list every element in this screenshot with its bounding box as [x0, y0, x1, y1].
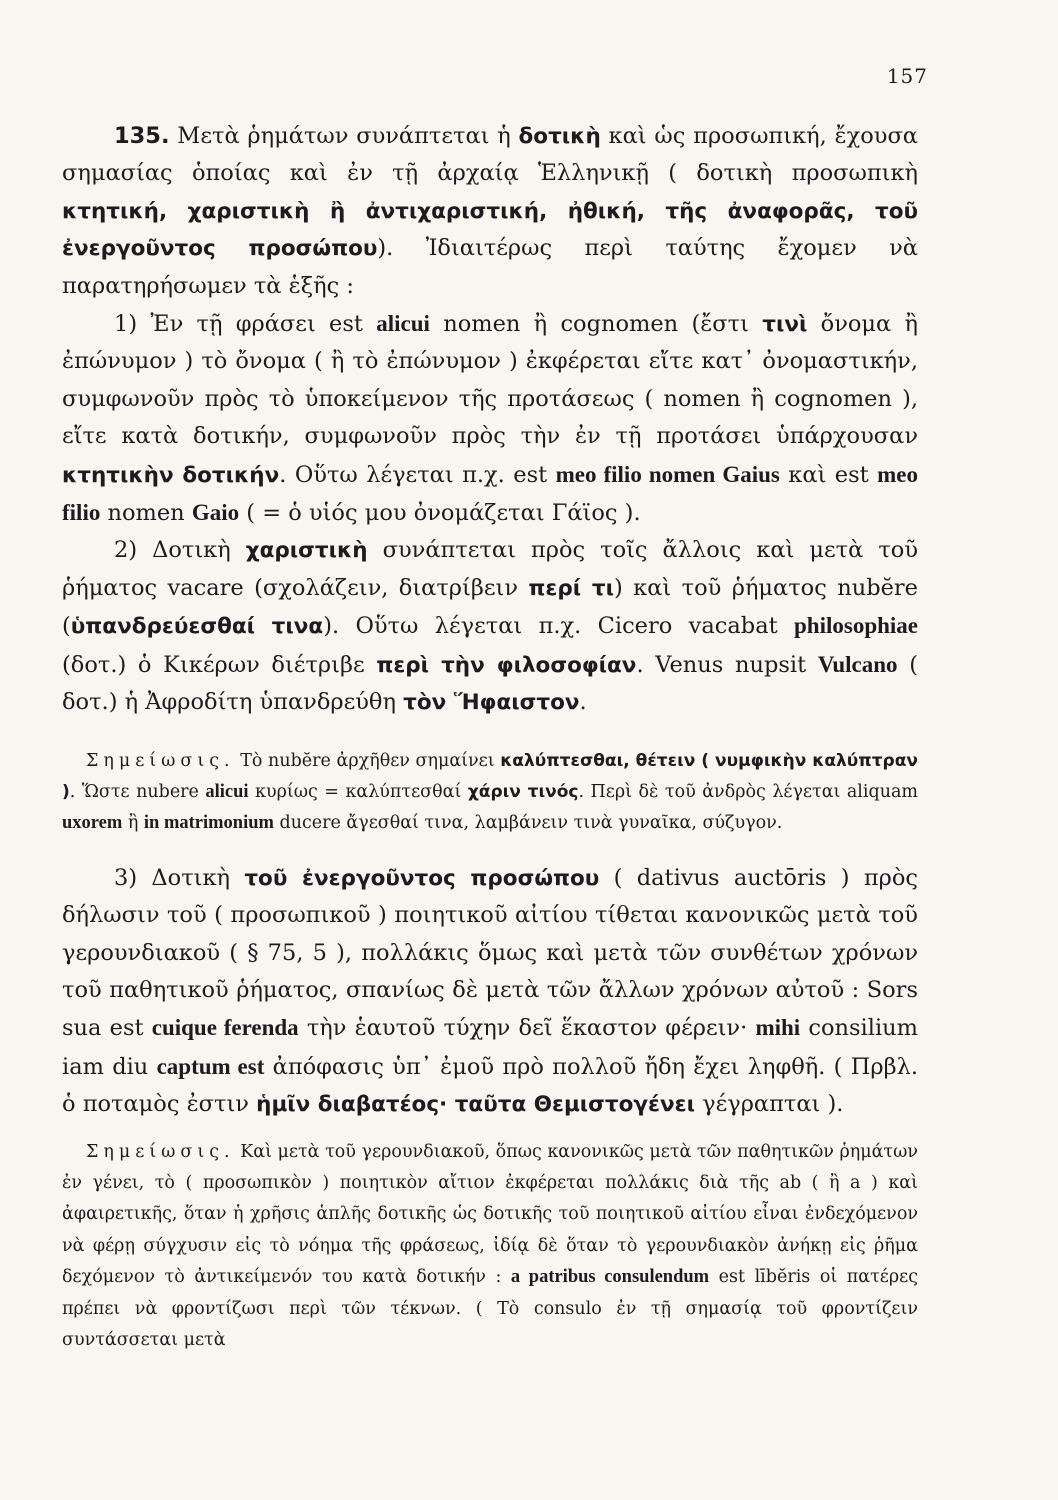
bold-term: ἡμῖν διαβατέος· ταῦτα Θεμιστογένει	[256, 1092, 695, 1118]
text: κυρίως = καλύπτεσθαί	[248, 781, 468, 802]
text: συνάπτεται πρὸς τοῖς ἄλλοις καὶ μετὰ τοῦ ῥήματος vacare (σχολάζειν, διατρίβειν	[62, 537, 918, 601]
text: Μετὰ ῥημάτων συνάπτεται ἡ	[169, 123, 519, 149]
latin-bold: Vulcano	[817, 651, 898, 677]
bold-term: τὸν Ἥφαιστον	[403, 690, 580, 716]
text: ἀπόφασις ὑπ᾽ ἐμοῦ πρὸ πολλοῦ ἤδη ἔχει ληφθῆ. ( Πρβλ. ὁ ποταμὸς ἐστιν	[62, 1053, 918, 1118]
bold-term: τοῦ ἐνεργοῦντος προσώπου	[244, 865, 600, 891]
latin-bold: Gaio	[191, 500, 240, 526]
text: 2) Δοτικὴ	[114, 537, 246, 564]
bold-term: κτητική, χαριστικὴ ἢ ἀντιχαριστική, ἠθική, τῆς ἀναφορᾶς, τοῦ ἐνεργοῦντος προσώπου	[62, 198, 918, 262]
bold-term: κτητικὴν δοτικήν	[62, 462, 280, 488]
text: . Περὶ δὲ τοῦ ἀνδρὸς λέγεται aliquam	[578, 781, 918, 802]
text: ( dativus auctōris ) πρὸς δήλωσιν τοῦ ( προσωπικοῦ ) ποιητικοῦ αἰτίου τίθεται κανονικῶς μετὰ τοῦ γερουνδιακοῦ ( § 75, 5 ), πολλάκις ὅμως καὶ μετὰ τῶν συνθέτων χρόνων τοῦ παθητικοῦ ῥήματος, σπανίως δὲ μετὰ τῶν ἄλλων χρόνων αὐτοῦ : Sors sua est	[62, 864, 918, 1042]
text: ὄνομα ἢ ἐπώνυμον ) τὸ ὄνομα ( ἢ τὸ ἐπώνυμον ) ἐκφέρεται εἴτε κατ᾽ ὀνομαστικήν, συμφωνοῦν πρὸς τὸ ὑποκείμενον τῆς προτάσεως ( nomen ἢ cognomen ), εἴτε κατὰ δοτικήν, συμφωνοῦν πρὸς τὴν ἐν τῇ προτάσει ὑπάρχουσαν	[62, 311, 918, 450]
note-label: Σημείωσις.	[86, 1141, 235, 1162]
latin-bold: uxorem	[62, 813, 123, 834]
bold-term: χαριστικὴ	[245, 538, 368, 564]
bold-term: τινὶ	[762, 312, 808, 338]
text: (δοτ.) ὁ Κικέρων διέτριβε	[62, 651, 377, 678]
text: .	[579, 689, 587, 716]
paragraph-point-2	[62, 532, 918, 721]
note-label: Σημείωσις.	[86, 750, 235, 771]
bold-term: καλύπτεσθαι, θέτειν ( νυμφικὴν καλύπτραν )	[62, 750, 918, 802]
bold-term: δοτικὴ	[518, 124, 601, 149]
text: ἢ	[122, 813, 144, 834]
text: Καὶ μετὰ τοῦ γερουνδιακοῦ, ὅπως κανονικῶς μετὰ τῶν παθητικῶν ῥημάτων ἐν γένει, τὸ ( προσωπικὸν ) ποιητικὸν αἴτιον ἐκφέρεται πολλάκις διὰ τῆς ab ( ἢ a ) καὶ ἀφαιρετικῆς, ὅταν ἡ χρῆσις ἁπλῆς δοτικῆς ὡς δοτικῆς τοῦ ποιητικοῦ αἰτίου εἶναι ἐνδεχόμενον νὰ φέρῃ σύγχυσιν εἰς τὸ νόημα τῆς φράσεως, ἰδίᾳ δὲ ὅταν τὸ γερουνδιακὸν ἀνήκῃ εἰς ῥῆμα δεχόμενον τὸ ἀντικείμενόν του κατὰ δοτικήν :	[62, 1141, 918, 1288]
section-number: 135.	[114, 123, 170, 149]
text: καὶ ὡς προσωπική, ἔχουσα σημασίας ὁποίας καὶ ἐν τῇ ἀρχαίᾳ Ἑλληνικῇ ( δοτικὴ προσωπικὴ	[62, 123, 918, 187]
latin-bold: a patribus consulendum	[510, 1267, 710, 1288]
bold-term: περὶ τὴν φιλοσοφίαν	[376, 652, 637, 678]
text: γέγραπται ).	[694, 1091, 844, 1118]
spacer	[62, 1124, 918, 1137]
latin-bold: philosophiae	[794, 613, 918, 639]
text: καὶ est	[779, 461, 878, 488]
latin-bold: in matrimonium	[143, 813, 274, 834]
bold-term: χάριν τινός	[467, 781, 579, 802]
latin-bold: meo filio nomen Gaius	[555, 461, 780, 487]
spacer	[62, 840, 918, 860]
paragraph-point-1	[62, 305, 918, 532]
text: nomen	[100, 500, 192, 527]
latin-bold: captum est	[156, 1053, 265, 1079]
bold-term: περί τι	[528, 575, 614, 601]
latin-bold: meo filio	[62, 461, 918, 526]
latin-bold: cuique ferenda	[151, 1015, 299, 1041]
text: ( δοτ.) ἡ Ἀφροδίτη ὑπανδρεύθη	[62, 651, 918, 716]
text: est lībĕris οἱ πατέρες πρέπει νὰ φροντίζωσι περὶ τῶν τέκνων. ( Τὸ consulo ἐν τῇ σημασίᾳ τοῦ φροντίζειν συντάσσεται μετὰ	[62, 1267, 919, 1350]
note-2	[62, 1137, 918, 1357]
page-number: 157	[886, 64, 928, 88]
spacer	[62, 722, 918, 746]
text: consilium iam diu	[62, 1015, 918, 1080]
bold-term: ὑπανδρεύεσθαί τινα	[70, 614, 324, 640]
text: Τὸ nubĕre ἀρχῆθεν σημαίνει	[234, 750, 501, 771]
latin-bold: mihi	[755, 1015, 801, 1041]
text: 3) Δοτικὴ	[114, 864, 245, 891]
text: . Οὕτω λέγεται π.χ. est	[279, 461, 556, 488]
text: ) καὶ τοῦ ῥήματος nubĕre (	[62, 574, 919, 640]
page-body	[62, 118, 918, 1356]
text: 1) Ἐν τῇ φράσει est	[114, 311, 377, 338]
latin-bold: alicui	[205, 781, 249, 802]
text: nomen ἢ cognomen (ἔστι	[429, 311, 763, 338]
text: . Ὥστε nubere	[69, 781, 206, 802]
latin-bold: alicui	[376, 311, 430, 337]
text: ducere ἄγεσθαί τινα, λαμβάνειν τινὰ γυναῖκα, σύζυγον.	[273, 813, 783, 834]
text: ). Ἰδιαιτέρως περὶ ταύτης ἔχομεν νὰ παρατηρήσωμεν τὰ ἑξῆς :	[62, 235, 918, 299]
text: τὴν ἑαυτοῦ τύχην δεῖ ἕκαστον φέρειν·	[298, 1015, 756, 1042]
text: ). Οὕτω λέγεται π.χ. Cicero vacabat	[323, 613, 794, 640]
text: . Venus nupsit	[636, 651, 818, 678]
paragraph-point-3	[62, 860, 918, 1124]
note-1	[62, 746, 918, 840]
paragraph-135	[62, 118, 918, 305]
text: ( = ὁ υἱός μου ὀνομάζεται Γάϊος ).	[239, 500, 641, 527]
